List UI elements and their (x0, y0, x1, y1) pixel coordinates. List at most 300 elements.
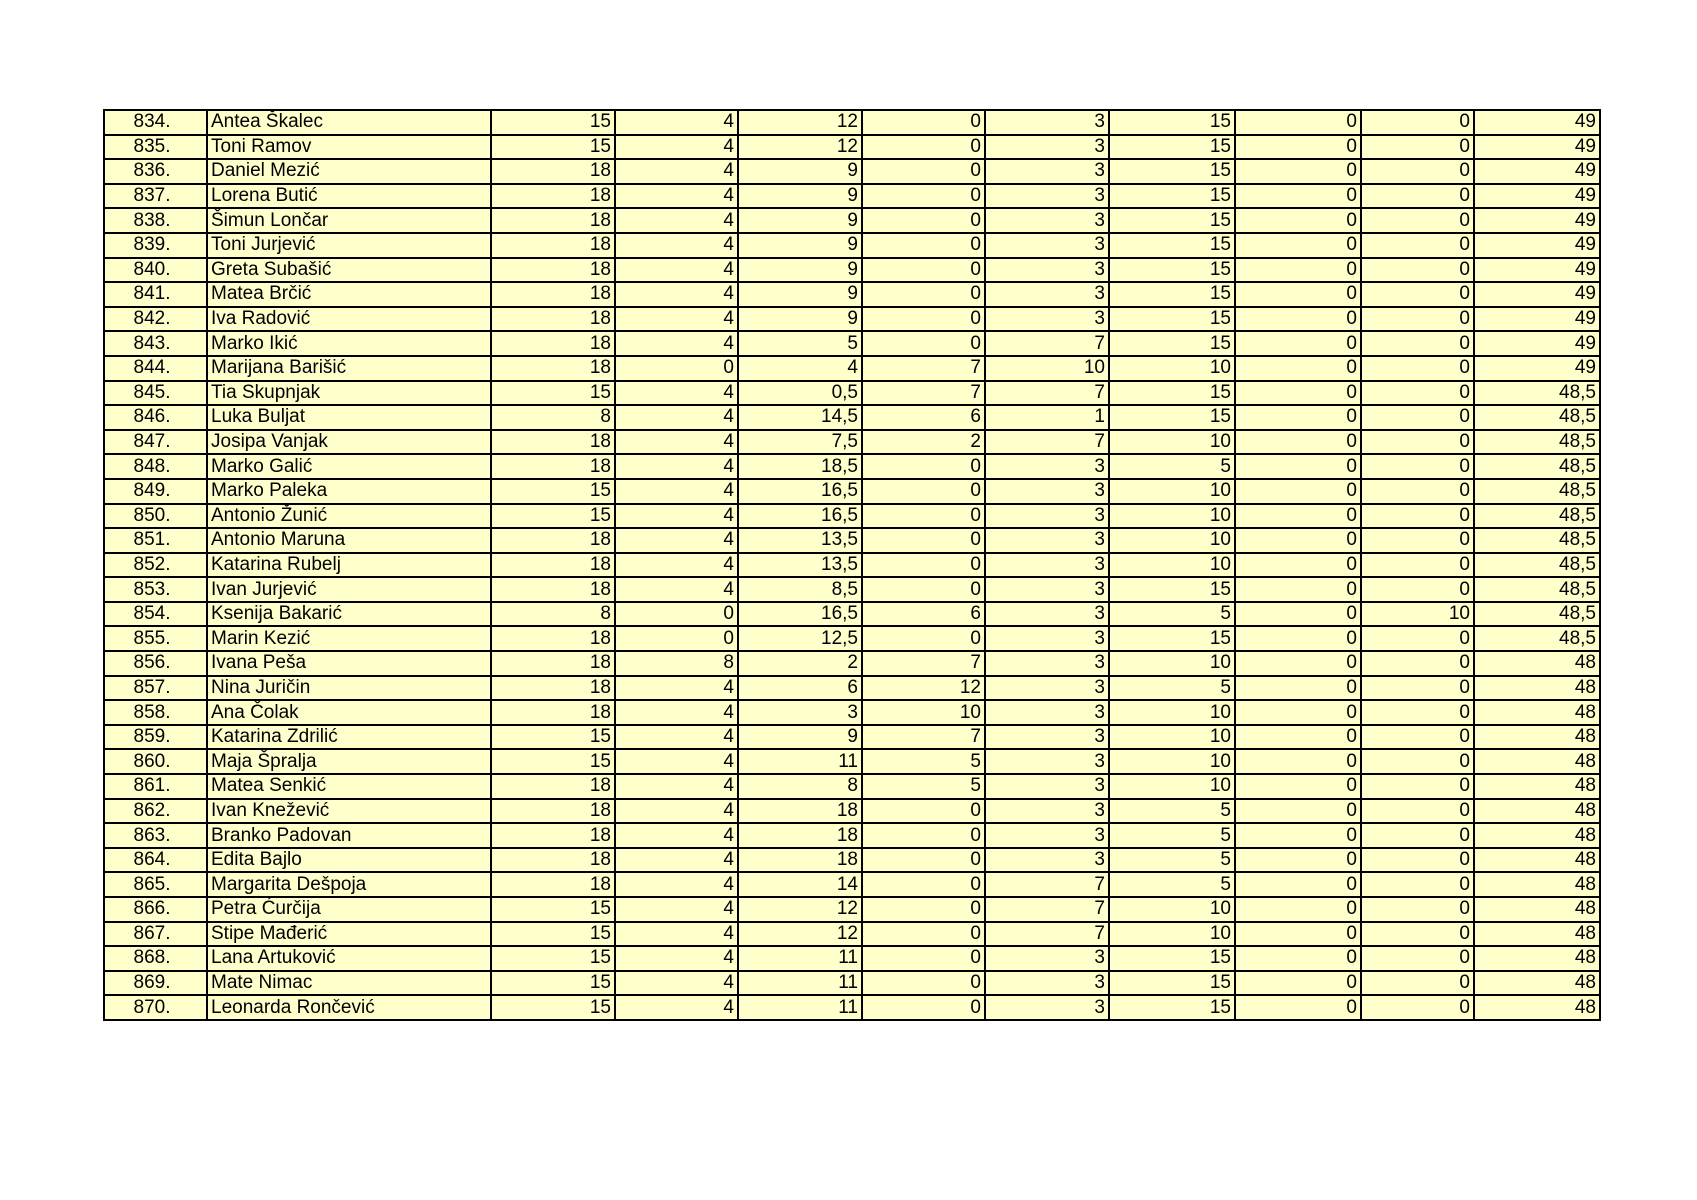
score-cell-6: 15 (1109, 995, 1235, 1020)
score-cell-3: 8 (738, 774, 862, 799)
score-cell-8: 0 (1361, 135, 1474, 160)
score-cell-3: 5 (738, 331, 862, 356)
name-cell: Tia Skupnjak (207, 381, 491, 406)
score-cell-7: 0 (1235, 258, 1361, 283)
score-cell-6: 15 (1109, 405, 1235, 430)
score-cell-5: 3 (985, 258, 1109, 283)
rank-cell: 857. (104, 676, 207, 701)
table-row (104, 208, 1600, 233)
rank-cell: 847. (104, 430, 207, 455)
score-cell-4: 0 (862, 922, 985, 947)
score-cell-2: 4 (615, 749, 738, 774)
score-cell-5: 3 (985, 307, 1109, 332)
score-cell-6: 10 (1109, 479, 1235, 504)
table-row (104, 676, 1600, 701)
score-cell-1: 15 (491, 995, 615, 1020)
score-cell-5: 3 (985, 135, 1109, 160)
score-cell-1: 18 (491, 848, 615, 873)
score-cell-8: 0 (1361, 233, 1474, 258)
score-cell-9: 48 (1474, 725, 1600, 750)
name-cell: Ivan Jurjević (207, 577, 491, 602)
name-cell: Marko Galić (207, 454, 491, 479)
name-cell: Marin Kezić (207, 626, 491, 651)
score-cell-7: 0 (1235, 307, 1361, 332)
score-cell-5: 3 (985, 823, 1109, 848)
name-cell: Daniel Mezić (207, 159, 491, 184)
score-cell-9: 48 (1474, 651, 1600, 676)
score-cell-1: 18 (491, 356, 615, 381)
table-row (104, 454, 1600, 479)
score-cell-1: 18 (491, 307, 615, 332)
rank-cell: 839. (104, 233, 207, 258)
score-cell-1: 18 (491, 626, 615, 651)
score-cell-3: 18 (738, 823, 862, 848)
score-cell-7: 0 (1235, 700, 1361, 725)
score-cell-7: 0 (1235, 233, 1361, 258)
score-cell-8: 0 (1361, 995, 1474, 1020)
name-cell: Toni Ramov (207, 135, 491, 160)
score-cell-2: 4 (615, 307, 738, 332)
table-row (104, 995, 1600, 1020)
rank-cell: 844. (104, 356, 207, 381)
score-cell-6: 10 (1109, 897, 1235, 922)
score-cell-9: 48 (1474, 799, 1600, 824)
table-row (104, 159, 1600, 184)
score-cell-6: 15 (1109, 282, 1235, 307)
name-cell: Katarina Zdrilić (207, 725, 491, 750)
score-cell-6: 15 (1109, 110, 1235, 135)
rank-cell: 848. (104, 454, 207, 479)
score-cell-9: 48 (1474, 922, 1600, 947)
score-cell-4: 0 (862, 233, 985, 258)
score-cell-7: 0 (1235, 208, 1361, 233)
score-cell-8: 0 (1361, 872, 1474, 897)
score-cell-9: 48 (1474, 823, 1600, 848)
name-cell: Lana Artuković (207, 946, 491, 971)
score-cell-3: 9 (738, 725, 862, 750)
table-row (104, 577, 1600, 602)
score-cell-5: 3 (985, 504, 1109, 529)
score-cell-2: 4 (615, 258, 738, 283)
score-cell-1: 15 (491, 110, 615, 135)
score-cell-5: 3 (985, 946, 1109, 971)
score-cell-4: 0 (862, 479, 985, 504)
score-cell-8: 0 (1361, 626, 1474, 651)
table-row (104, 651, 1600, 676)
score-cell-7: 0 (1235, 553, 1361, 578)
score-cell-5: 3 (985, 602, 1109, 627)
score-cell-8: 0 (1361, 282, 1474, 307)
rank-cell: 840. (104, 258, 207, 283)
name-cell: Greta Subašić (207, 258, 491, 283)
table-row (104, 922, 1600, 947)
score-cell-4: 6 (862, 602, 985, 627)
score-cell-7: 0 (1235, 159, 1361, 184)
score-cell-5: 3 (985, 626, 1109, 651)
score-cell-5: 3 (985, 749, 1109, 774)
score-cell-3: 18 (738, 848, 862, 873)
score-cell-7: 0 (1235, 528, 1361, 553)
rank-cell: 860. (104, 749, 207, 774)
score-cell-8: 0 (1361, 356, 1474, 381)
score-cell-5: 1 (985, 405, 1109, 430)
score-cell-8: 0 (1361, 159, 1474, 184)
name-cell: Branko Padovan (207, 823, 491, 848)
score-cell-7: 0 (1235, 897, 1361, 922)
score-cell-8: 0 (1361, 971, 1474, 996)
rank-cell: 856. (104, 651, 207, 676)
score-cell-4: 0 (862, 258, 985, 283)
score-cell-4: 6 (862, 405, 985, 430)
score-cell-5: 3 (985, 799, 1109, 824)
score-cell-6: 10 (1109, 356, 1235, 381)
table-row (104, 135, 1600, 160)
score-cell-6: 10 (1109, 430, 1235, 455)
score-cell-9: 48,5 (1474, 405, 1600, 430)
name-cell: Margarita Dešpoja (207, 872, 491, 897)
score-cell-5: 3 (985, 971, 1109, 996)
score-cell-5: 3 (985, 159, 1109, 184)
score-cell-4: 0 (862, 971, 985, 996)
score-cell-2: 4 (615, 381, 738, 406)
score-cell-8: 0 (1361, 258, 1474, 283)
score-cell-6: 10 (1109, 553, 1235, 578)
score-cell-7: 0 (1235, 651, 1361, 676)
name-cell: Iva Radović (207, 307, 491, 332)
score-cell-8: 0 (1361, 848, 1474, 873)
score-cell-9: 48,5 (1474, 577, 1600, 602)
score-cell-3: 11 (738, 946, 862, 971)
score-cell-5: 3 (985, 651, 1109, 676)
table-row (104, 823, 1600, 848)
name-cell: Ksenija Bakarić (207, 602, 491, 627)
score-cell-2: 4 (615, 995, 738, 1020)
name-cell: Stipe Mađerić (207, 922, 491, 947)
score-cell-8: 0 (1361, 799, 1474, 824)
score-cell-5: 3 (985, 848, 1109, 873)
score-cell-4: 0 (862, 110, 985, 135)
score-cell-8: 0 (1361, 331, 1474, 356)
score-cell-4: 0 (862, 504, 985, 529)
score-cell-9: 48 (1474, 848, 1600, 873)
score-cell-5: 3 (985, 184, 1109, 209)
score-cell-3: 2 (738, 651, 862, 676)
score-cell-8: 0 (1361, 651, 1474, 676)
score-cell-9: 49 (1474, 356, 1600, 381)
score-cell-3: 9 (738, 233, 862, 258)
score-cell-4: 0 (862, 208, 985, 233)
name-cell: Ivan Knežević (207, 799, 491, 824)
table-row (104, 946, 1600, 971)
score-cell-3: 8,5 (738, 577, 862, 602)
score-cell-1: 18 (491, 208, 615, 233)
score-cell-9: 48 (1474, 995, 1600, 1020)
score-cell-7: 0 (1235, 184, 1361, 209)
score-cell-4: 0 (862, 872, 985, 897)
score-cell-2: 4 (615, 331, 738, 356)
score-cell-3: 9 (738, 258, 862, 283)
score-cell-7: 0 (1235, 602, 1361, 627)
score-cell-1: 18 (491, 159, 615, 184)
table-row (104, 405, 1600, 430)
score-cell-8: 0 (1361, 454, 1474, 479)
name-cell: Šimun Lončar (207, 208, 491, 233)
score-cell-7: 0 (1235, 504, 1361, 529)
score-cell-6: 15 (1109, 135, 1235, 160)
score-cell-1: 18 (491, 282, 615, 307)
score-cell-9: 48 (1474, 676, 1600, 701)
score-cell-7: 0 (1235, 922, 1361, 947)
score-cell-7: 0 (1235, 725, 1361, 750)
score-cell-8: 0 (1361, 184, 1474, 209)
score-cell-6: 5 (1109, 676, 1235, 701)
name-cell: Ana Čolak (207, 700, 491, 725)
score-cell-2: 4 (615, 430, 738, 455)
score-cell-6: 15 (1109, 159, 1235, 184)
rank-cell: 852. (104, 553, 207, 578)
score-cell-2: 4 (615, 922, 738, 947)
rank-cell: 838. (104, 208, 207, 233)
score-cell-5: 3 (985, 774, 1109, 799)
score-cell-9: 48,5 (1474, 553, 1600, 578)
score-cell-4: 0 (862, 159, 985, 184)
score-cell-2: 4 (615, 577, 738, 602)
score-cell-4: 7 (862, 356, 985, 381)
table-row (104, 184, 1600, 209)
rank-cell: 870. (104, 995, 207, 1020)
score-cell-4: 0 (862, 282, 985, 307)
score-cell-4: 7 (862, 381, 985, 406)
score-cell-5: 3 (985, 700, 1109, 725)
score-cell-9: 49 (1474, 331, 1600, 356)
score-cell-2: 4 (615, 405, 738, 430)
name-cell: Antonio Žunić (207, 504, 491, 529)
rank-cell: 851. (104, 528, 207, 553)
score-cell-5: 7 (985, 331, 1109, 356)
rank-cell: 861. (104, 774, 207, 799)
score-cell-9: 49 (1474, 258, 1600, 283)
table-row (104, 872, 1600, 897)
score-cell-1: 8 (491, 602, 615, 627)
score-cell-8: 0 (1361, 774, 1474, 799)
score-cell-4: 0 (862, 823, 985, 848)
score-cell-8: 0 (1361, 504, 1474, 529)
score-cell-7: 0 (1235, 282, 1361, 307)
score-cell-8: 0 (1361, 307, 1474, 332)
score-cell-3: 11 (738, 971, 862, 996)
score-cell-9: 49 (1474, 159, 1600, 184)
name-cell: Edita Bajlo (207, 848, 491, 873)
score-cell-2: 4 (615, 208, 738, 233)
score-cell-3: 7,5 (738, 430, 862, 455)
table-row (104, 553, 1600, 578)
score-cell-8: 0 (1361, 700, 1474, 725)
score-cell-4: 0 (862, 946, 985, 971)
table-row (104, 774, 1600, 799)
score-cell-2: 4 (615, 504, 738, 529)
score-cell-9: 48 (1474, 946, 1600, 971)
rank-cell: 868. (104, 946, 207, 971)
rank-cell: 853. (104, 577, 207, 602)
score-cell-6: 5 (1109, 848, 1235, 873)
score-cell-3: 18,5 (738, 454, 862, 479)
score-cell-3: 16,5 (738, 504, 862, 529)
score-cell-6: 15 (1109, 626, 1235, 651)
rank-cell: 837. (104, 184, 207, 209)
score-cell-9: 49 (1474, 110, 1600, 135)
table-row (104, 725, 1600, 750)
score-cell-5: 10 (985, 356, 1109, 381)
score-cell-7: 0 (1235, 135, 1361, 160)
score-cell-2: 0 (615, 626, 738, 651)
table-row (104, 749, 1600, 774)
name-cell: Marko Ikić (207, 331, 491, 356)
score-cell-1: 18 (491, 528, 615, 553)
score-cell-9: 48,5 (1474, 626, 1600, 651)
name-cell: Lorena Butić (207, 184, 491, 209)
score-cell-7: 0 (1235, 577, 1361, 602)
rank-cell: 858. (104, 700, 207, 725)
score-cell-6: 5 (1109, 454, 1235, 479)
score-cell-4: 0 (862, 307, 985, 332)
score-cell-4: 0 (862, 799, 985, 824)
score-cell-5: 3 (985, 479, 1109, 504)
score-cell-3: 9 (738, 159, 862, 184)
score-cell-3: 0,5 (738, 381, 862, 406)
score-cell-4: 0 (862, 454, 985, 479)
score-cell-2: 4 (615, 479, 738, 504)
score-cell-9: 48 (1474, 700, 1600, 725)
score-cell-6: 15 (1109, 307, 1235, 332)
score-cell-1: 18 (491, 651, 615, 676)
score-cell-5: 3 (985, 725, 1109, 750)
score-cell-4: 0 (862, 135, 985, 160)
score-cell-4: 0 (862, 897, 985, 922)
score-cell-3: 9 (738, 307, 862, 332)
score-cell-4: 7 (862, 651, 985, 676)
score-cell-2: 4 (615, 282, 738, 307)
table-row (104, 258, 1600, 283)
score-cell-4: 0 (862, 184, 985, 209)
score-cell-3: 12 (738, 922, 862, 947)
score-cell-9: 48,5 (1474, 504, 1600, 529)
score-cell-6: 10 (1109, 774, 1235, 799)
score-cell-1: 18 (491, 331, 615, 356)
score-cell-9: 48 (1474, 897, 1600, 922)
table-row (104, 356, 1600, 381)
score-cell-1: 18 (491, 184, 615, 209)
score-cell-1: 18 (491, 823, 615, 848)
score-cell-9: 48 (1474, 971, 1600, 996)
rank-cell: 864. (104, 848, 207, 873)
score-cell-9: 48,5 (1474, 528, 1600, 553)
score-cell-2: 8 (615, 651, 738, 676)
score-cell-8: 0 (1361, 725, 1474, 750)
score-cell-1: 18 (491, 700, 615, 725)
score-cell-6: 15 (1109, 208, 1235, 233)
score-cell-6: 10 (1109, 651, 1235, 676)
score-cell-6: 15 (1109, 233, 1235, 258)
score-cell-4: 0 (862, 528, 985, 553)
score-cell-4: 0 (862, 553, 985, 578)
table-row (104, 430, 1600, 455)
score-cell-8: 0 (1361, 110, 1474, 135)
score-cell-8: 0 (1361, 676, 1474, 701)
score-cell-1: 18 (491, 454, 615, 479)
table-row (104, 897, 1600, 922)
score-cell-6: 5 (1109, 823, 1235, 848)
score-cell-8: 0 (1361, 479, 1474, 504)
score-cell-4: 0 (862, 848, 985, 873)
rank-cell: 866. (104, 897, 207, 922)
table-row (104, 110, 1600, 135)
score-cell-1: 15 (491, 479, 615, 504)
score-cell-9: 48 (1474, 749, 1600, 774)
rank-cell: 835. (104, 135, 207, 160)
table-row (104, 381, 1600, 406)
table-row (104, 626, 1600, 651)
score-cell-7: 0 (1235, 799, 1361, 824)
score-cell-3: 16,5 (738, 479, 862, 504)
score-cell-8: 0 (1361, 208, 1474, 233)
score-cell-3: 18 (738, 799, 862, 824)
score-cell-2: 0 (615, 602, 738, 627)
table-row (104, 848, 1600, 873)
score-cell-8: 0 (1361, 946, 1474, 971)
score-cell-3: 12 (738, 135, 862, 160)
score-cell-7: 0 (1235, 430, 1361, 455)
score-cell-4: 0 (862, 331, 985, 356)
table-row (104, 528, 1600, 553)
score-cell-3: 12,5 (738, 626, 862, 651)
score-cell-2: 4 (615, 799, 738, 824)
table-row (104, 700, 1600, 725)
score-cell-8: 0 (1361, 749, 1474, 774)
score-cell-3: 12 (738, 897, 862, 922)
score-cell-5: 3 (985, 233, 1109, 258)
score-cell-2: 4 (615, 725, 738, 750)
score-cell-3: 14,5 (738, 405, 862, 430)
score-cell-8: 10 (1361, 602, 1474, 627)
score-cell-7: 0 (1235, 872, 1361, 897)
name-cell: Leonarda Rončević (207, 995, 491, 1020)
score-cell-7: 0 (1235, 626, 1361, 651)
score-cell-6: 15 (1109, 381, 1235, 406)
score-cell-2: 4 (615, 946, 738, 971)
score-cell-4: 7 (862, 725, 985, 750)
score-cell-5: 7 (985, 381, 1109, 406)
name-cell: Katarina Rubelj (207, 553, 491, 578)
rank-cell: 850. (104, 504, 207, 529)
rank-cell: 863. (104, 823, 207, 848)
score-cell-9: 49 (1474, 208, 1600, 233)
score-cell-7: 0 (1235, 110, 1361, 135)
score-cell-1: 18 (491, 676, 615, 701)
score-cell-6: 10 (1109, 700, 1235, 725)
score-cell-1: 15 (491, 897, 615, 922)
score-cell-2: 4 (615, 774, 738, 799)
score-cell-6: 5 (1109, 799, 1235, 824)
score-cell-8: 0 (1361, 528, 1474, 553)
score-cell-4: 12 (862, 676, 985, 701)
score-cell-7: 0 (1235, 946, 1361, 971)
score-cell-7: 0 (1235, 995, 1361, 1020)
score-cell-1: 15 (491, 922, 615, 947)
score-cell-4: 0 (862, 626, 985, 651)
results-table (103, 109, 1601, 1021)
table-row (104, 602, 1600, 627)
score-cell-8: 0 (1361, 405, 1474, 430)
